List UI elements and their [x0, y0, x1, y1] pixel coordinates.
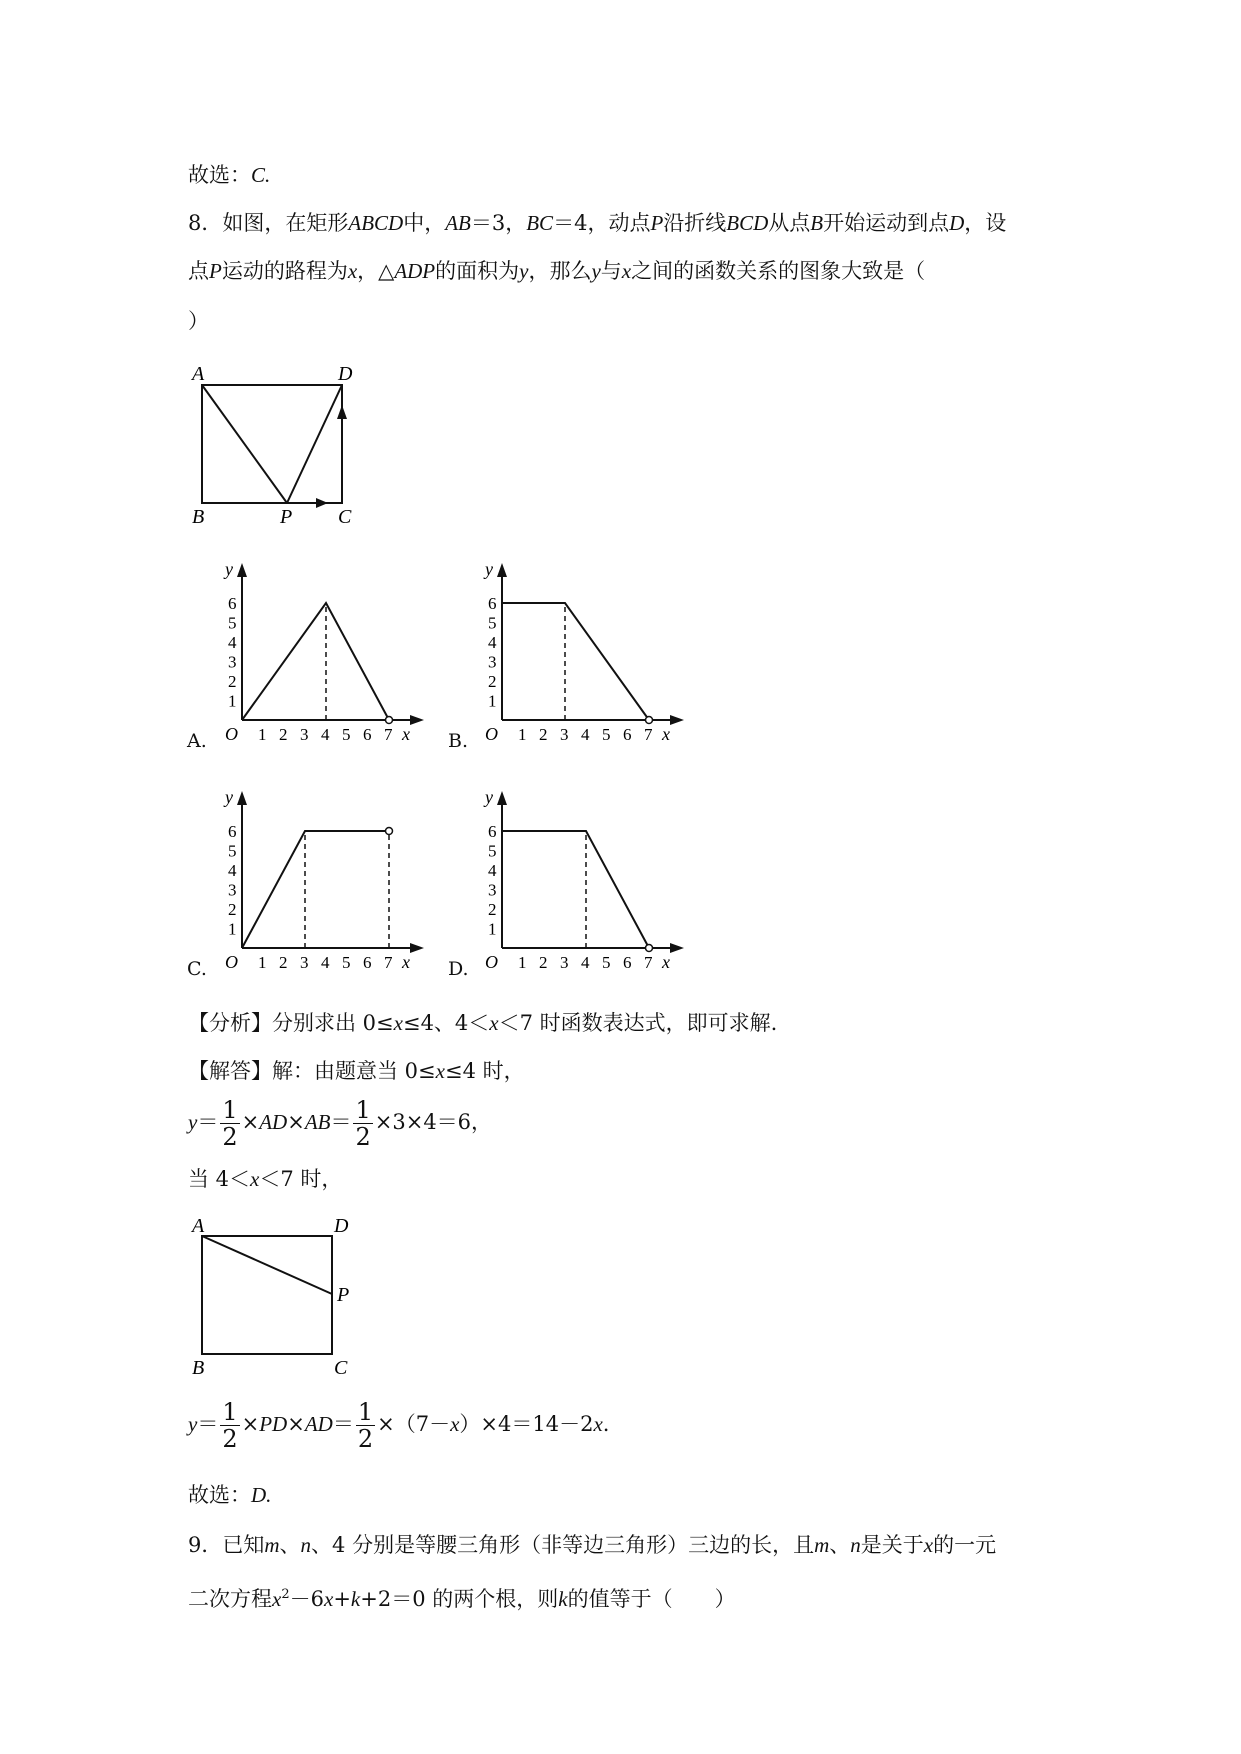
x-axis-label: x: [402, 724, 410, 744]
when-case-2: 当 4＜x＜7 时，: [188, 1167, 343, 1191]
x-axis-arrow: [670, 943, 684, 953]
function-graph-line: [242, 603, 389, 720]
y-axis-arrow: [497, 791, 507, 805]
label-D: D: [334, 1215, 349, 1237]
y-tick-label: 3: [228, 652, 237, 672]
x-axis-label: x: [662, 952, 670, 972]
label-C: C: [338, 506, 352, 528]
x-tick-label: 2: [539, 953, 548, 972]
label-B: B: [192, 506, 205, 528]
open-endpoint: [386, 828, 393, 835]
y-tick-label: 6: [228, 594, 237, 613]
x-tick-label: 5: [342, 725, 351, 744]
option-c-graph: [212, 783, 412, 973]
x-tick-label: 7: [644, 953, 653, 972]
label-A: A: [192, 363, 205, 385]
x-tick-label: 2: [279, 725, 288, 744]
y-tick-label: 3: [488, 880, 497, 900]
x-tick-label: 6: [623, 953, 632, 972]
y-axis-arrow: [237, 791, 247, 805]
y-tick-label: 4: [488, 633, 497, 652]
option-d-graph: [472, 783, 672, 973]
x-axis-label: x: [662, 724, 670, 744]
option-a-letter: A.: [187, 730, 207, 752]
y-tick-label: 6: [228, 822, 237, 841]
option-b-letter: B.: [448, 730, 469, 752]
q8-line-1: 8．如图，在矩形ABCD中，AB＝3，BC＝4，动点P沿折线BCD从点B开始运动到点D，设: [188, 211, 1007, 235]
answer-8: 故选：D.: [188, 1483, 272, 1507]
fraction-half: $\frac{1}{2}$: [357, 1398, 374, 1453]
q8-line-3: ）: [188, 309, 209, 333]
solution: 【解答】解：由题意当 0≤x≤4 时，: [188, 1059, 525, 1083]
x-tick-label: 2: [539, 725, 548, 744]
y-tick-label: 5: [228, 613, 237, 633]
x-tick-label: 4: [581, 953, 590, 972]
option-c-letter: C.: [187, 958, 207, 980]
x-axis-arrow: [670, 715, 684, 725]
y-axis-label: y: [225, 559, 233, 579]
label-D: D: [338, 363, 353, 385]
label-A: A: [192, 1215, 205, 1237]
y-axis-label: y: [485, 787, 493, 807]
function-graph-line: [242, 831, 389, 948]
origin-label: O: [225, 952, 238, 972]
x-axis-arrow: [410, 715, 424, 725]
q9-line-2: 二次方程$x^2-6x+k+2=0$ 的两个根，则k的值等于（ ）: [188, 1587, 736, 1611]
y-axis-arrow: [237, 563, 247, 577]
previous-answer: 故选：C.: [188, 163, 271, 187]
function-graph-line: [502, 831, 649, 948]
label-P: P: [280, 506, 293, 528]
figure-rectangle-2: [190, 1215, 370, 1379]
y-tick-label: 5: [228, 841, 237, 861]
x-tick-label: 1: [518, 725, 527, 744]
x-tick-label: 4: [581, 725, 590, 744]
x-axis-label: x: [402, 952, 410, 972]
open-endpoint: [646, 717, 653, 724]
fraction-half: $\frac{1}{2}$: [355, 1096, 371, 1151]
y-tick-label: 5: [488, 841, 497, 861]
x-tick-label: 3: [300, 953, 309, 972]
y-tick-label: 2: [228, 900, 237, 919]
x-tick-label: 5: [602, 725, 611, 744]
x-tick-label: 1: [258, 953, 267, 972]
x-tick-label: 2: [279, 953, 288, 972]
y-tick-label: 1: [488, 691, 497, 711]
label-P: P: [337, 1284, 350, 1306]
figure-rectangle-1: [190, 363, 360, 528]
y-tick-label: 4: [228, 633, 237, 652]
y-axis-arrow: [497, 563, 507, 577]
x-tick-label: 1: [258, 725, 267, 744]
x-tick-label: 4: [321, 953, 330, 972]
y-tick-label: 1: [228, 919, 237, 939]
x-tick-label: 5: [342, 953, 351, 972]
option-d-letter: D.: [448, 958, 469, 980]
q8-line-2: 点P运动的路程为x，△ADP的面积为y，那么y与x之间的函数关系的图象大致是（: [188, 259, 926, 283]
open-endpoint: [386, 717, 393, 724]
equation-1: y＝ $\frac{1}{2}$ ×AD×AB＝ $\frac{1}{2}$ ×3×4＝6，: [188, 1096, 493, 1151]
open-endpoint: [646, 945, 653, 952]
y-tick-label: 6: [488, 594, 497, 613]
x-axis-arrow: [410, 943, 424, 953]
equation-2: y＝ $\frac{1}{2}$ ×PD×AD＝ $\frac{1}{2}$ ×（7－x）×4＝14－2x.: [188, 1398, 610, 1453]
y-axis-label: y: [485, 559, 493, 579]
label-C: C: [334, 1357, 348, 1379]
x-tick-label: 3: [560, 725, 569, 744]
x-tick-label: 5: [602, 953, 611, 972]
x-tick-label: 7: [384, 953, 393, 972]
x-tick-label: 7: [644, 725, 653, 744]
option-a-graph: [212, 555, 412, 745]
y-tick-label: 1: [228, 691, 237, 711]
origin-label: O: [485, 724, 498, 744]
y-tick-label: 6: [488, 822, 497, 841]
y-tick-label: 2: [488, 900, 497, 919]
label-B: B: [192, 1357, 205, 1379]
analysis: 【分析】分别求出 0≤x≤4、4＜x＜7 时函数表达式，即可求解.: [188, 1011, 778, 1035]
y-axis-label: y: [225, 787, 233, 807]
function-graph-line: [502, 603, 649, 720]
y-tick-label: 1: [488, 919, 497, 939]
y-tick-label: 2: [488, 672, 497, 691]
x-tick-label: 6: [363, 725, 372, 744]
x-tick-label: 1: [518, 953, 527, 972]
fraction-half: $\frac{1}{2}$: [222, 1398, 238, 1453]
x-tick-label: 7: [384, 725, 393, 744]
y-tick-label: 2: [228, 672, 237, 691]
y-tick-label: 4: [228, 861, 237, 880]
origin-label: O: [225, 724, 238, 744]
option-b-graph: [472, 555, 672, 745]
y-tick-label: 4: [488, 861, 497, 880]
origin-label: O: [485, 952, 498, 972]
x-tick-label: 6: [363, 953, 372, 972]
x-tick-label: 6: [623, 725, 632, 744]
y-tick-label: 3: [228, 880, 237, 900]
fraction-half: $\frac{1}{2}$: [222, 1096, 238, 1151]
y-tick-label: 3: [488, 652, 497, 672]
q9-line-1: 9．已知m、n、4 分别是等腰三角形（非等边三角形）三边的长，且m、n是关于x的一元: [188, 1533, 997, 1557]
x-tick-label: 3: [300, 725, 309, 744]
x-tick-label: 4: [321, 725, 330, 744]
x-tick-label: 3: [560, 953, 569, 972]
y-tick-label: 5: [488, 613, 497, 633]
